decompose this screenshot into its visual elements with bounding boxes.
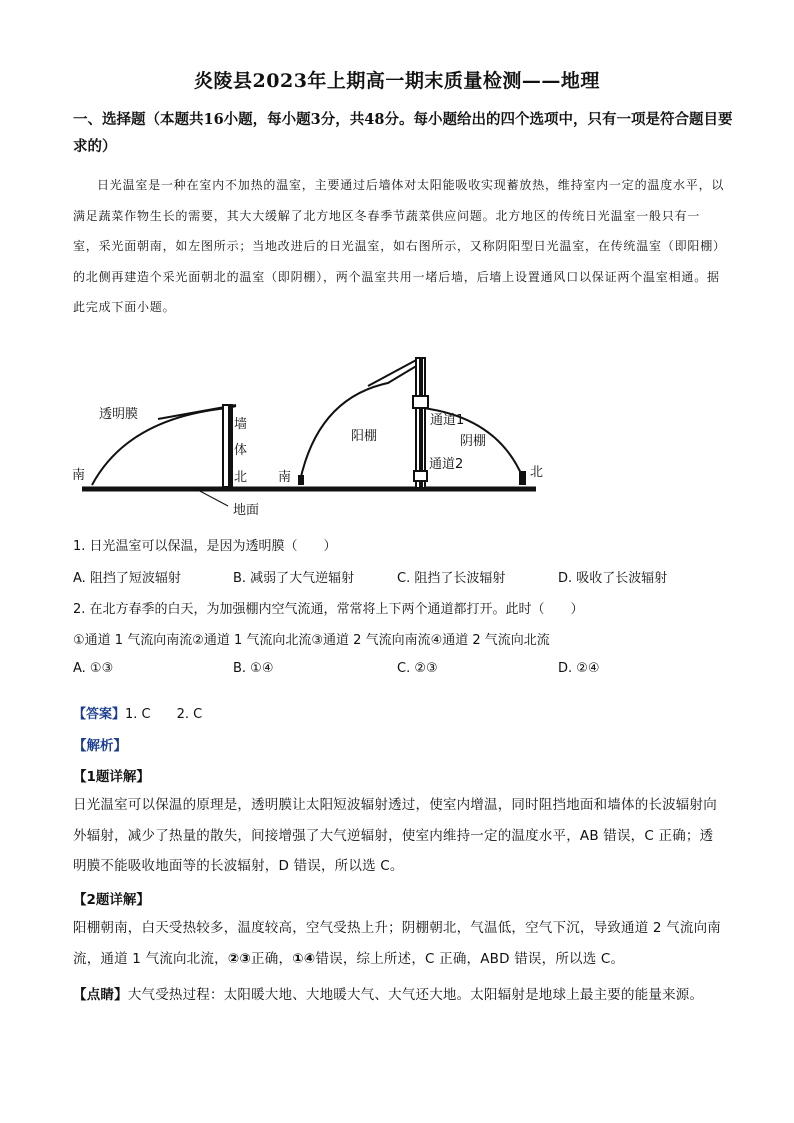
label-wall-3: 北 [234,470,248,485]
question-2-statements: ①通道 1 气流向南流②通道 1 气流向北流③通道 2 气流向南流④通道 2 气流向北流 [73,633,550,648]
label-wall-1: 墙 [234,417,248,432]
right-greenhouse [273,358,543,489]
detail-2-text-e: 错误，综上所述，C 正确，ABD 错误，所以选 C。 [315,950,625,967]
detail-2-text-b: ②③ [227,950,252,967]
q1-option-a: A. 阻挡了短波辐射 [73,571,181,586]
answer-line [73,703,202,722]
question-1-stem: 1. 日光温室可以保温，是因为透明膜（ ） [73,539,337,554]
label-ground: 地面 [233,503,260,518]
tip-text: 大气受热过程：太阳暖大地、大地暖大气、大气还大地。太阳辐射是地球上最主要的能量来源。 [127,987,704,1003]
detail-1-label: 【1题详解】 [73,769,150,785]
yang-top [368,358,420,386]
channel2-vent [414,471,427,481]
section-heading: 一、选择题（本题共16小题，每小题3分，共48分。每小题给出的四个选项中，只有一项是符合题目要求的） [73,111,733,155]
label-channel1: 通道1 [430,413,465,428]
q2-option-d: D. ②④ [558,661,600,676]
answer-value: 1. C 2. C [125,707,203,722]
q1-option-b: B. 减弱了大气逆辐射 [233,571,355,586]
analysis-label: 【解析】 [73,738,127,754]
detail-2-label: 【2题详解】 [73,892,150,908]
detail-2-text-a: 阳棚朝南，白天受热较多，温度较高，空气受热上升；阴棚朝北，气温低，空气下沉，导致通道 2 气流向南流，通道 1 气流向北流， [73,920,721,967]
right-south-post [298,475,304,485]
q2-option-a: A. ①③ [73,661,114,676]
detail-1-text: 日光温室可以保温的原理是，透明膜让太阳短波辐射透过，使室内增温，同时阻挡地面和墙体的长波辐射向外辐射，减少了热量的散失，间接增强了大气逆辐射，使室内维持一定的温度水平，AB 错误，C 正确；透明膜不能吸收地面等的长波辐射，D 错误，所以选 C。 [73,797,717,874]
answer-label: 【答案】 [73,707,126,722]
label-right-north: 北 [530,465,544,480]
label-yin: 阴棚 [460,434,487,449]
question-2-stem: 2. 在北方春季的白天，为加强棚内空气流通，常常将上下两个通道都打开。此时（ ） [73,602,584,617]
label-right-south: 南 [278,470,292,485]
label-channel2: 通道2 [429,457,464,472]
detail-2-text-d: ①④ [292,950,316,967]
label-left-south: 南 [72,468,86,483]
right-north-post [519,471,526,485]
q2-option-c: C. ②③ [397,661,438,676]
passage-text: 日光温室是一种在室内不加热的温室，主要通过后墙体对太阳能吸收实现蓄放热，维持室内一定的温度水平，以满足蔬菜作物生长的需要，其大大缓解了北方地区冬春季节蔬菜供应问题。北方地区的传统日光温室一般只有一室，采光面朝南，如左图所示；当地改进后的日光温室，如右图所示，又称阴阳型日光温室，在传统温室（即阳棚）的北侧再建造个采光面朝北的温室（即阴棚），两个温室共用一堵后墙，后墙上设置通风口以保证两个温室相通。据此完成下面小题。 [73,178,725,314]
greenhouse-diagram [68,348,608,524]
tip-block [73,980,725,1011]
tip-label: 【点睛】 [73,987,128,1003]
q1-option-c: C. 阻挡了长波辐射 [397,571,506,586]
detail-2-text-c: 正确， [251,950,293,967]
yang-arc [300,362,423,481]
left-greenhouse [72,405,278,518]
q2-option-b: B. ①④ [233,661,274,676]
greenhouse-figure [68,348,608,524]
left-wall-fill [228,405,231,487]
label-yang: 阳棚 [351,429,378,444]
label-film: 透明膜 [99,407,139,422]
shared-wall-fill [419,358,423,488]
detail-2-text [73,913,725,974]
label-wall-2: 体 [234,443,248,458]
channel1-vent [413,396,428,408]
ground-pointer [196,489,228,506]
page-title: 炎陵县2023年上期高一期末质量检测——地理 [194,70,600,92]
q1-option-d: D. 吸收了长波辐射 [558,571,668,586]
